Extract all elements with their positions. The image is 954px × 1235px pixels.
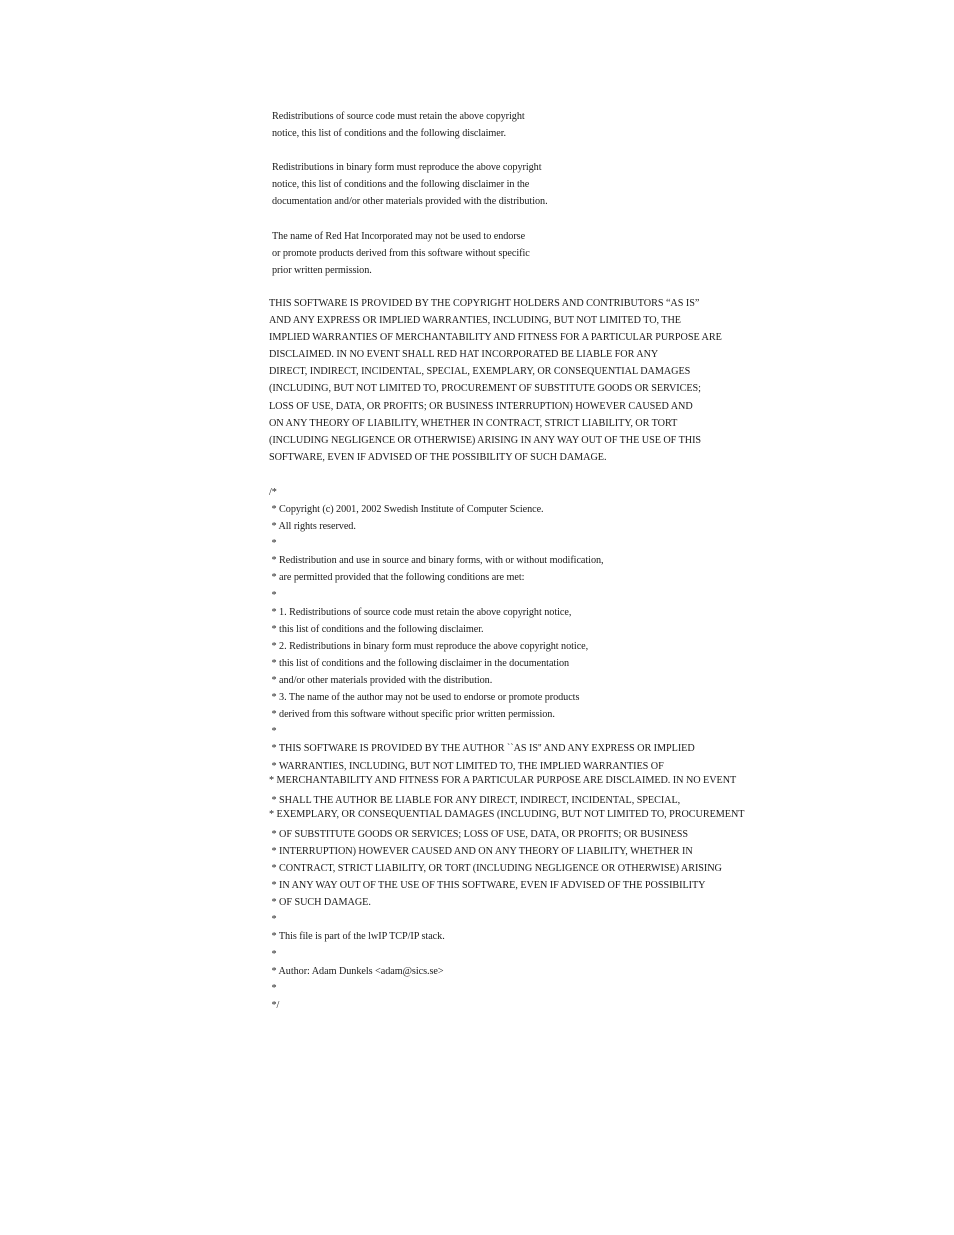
code-line: * are permitted provided that the following conditions are met: bbox=[269, 572, 525, 584]
text-line: DIRECT, INDIRECT, INCIDENTAL, SPECIAL, EXEMPLARY, OR CONSEQUENTIAL DAMAGES bbox=[269, 366, 691, 378]
code-line: * SHALL THE AUTHOR BE LIABLE FOR ANY DIRECT, INDIRECT, INCIDENTAL, SPECIAL, bbox=[269, 794, 681, 806]
code-line: * bbox=[269, 948, 277, 960]
code-line: * Redistribution and use in source and binary forms, with or without modification, bbox=[269, 555, 604, 567]
text-line: IMPLIED WARRANTIES OF MERCHANTABILITY AND FITNESS FOR A PARTICULAR PURPOSE ARE bbox=[269, 332, 722, 344]
code-line: * All rights reserved. bbox=[269, 521, 356, 533]
lwip-license-comment bbox=[269, 484, 769, 1014]
code-line: * 1. Redistributions of source code must retain the above copyright notice, bbox=[269, 606, 572, 618]
redhat-condition-binary bbox=[269, 159, 772, 210]
code-line: * Copyright (c) 2001, 2002 Swedish Institute of Computer Science. bbox=[269, 504, 544, 516]
text-line: The name of Red Hat Incorporated may not be used to endorse bbox=[272, 231, 526, 242]
text-line: (INCLUDING, BUT NOT LIMITED TO, PROCUREMENT OF SUBSTITUTE GOODS OR SERVICES; bbox=[269, 383, 701, 395]
text-line: notice, this list of conditions and the following disclaimer. bbox=[272, 128, 507, 140]
text-line: DISCLAIMED. IN NO EVENT SHALL RED HAT INCORPORATED BE LIABLE FOR ANY bbox=[269, 349, 659, 361]
text-line: AND ANY EXPRESS OR IMPLIED WARRANTIES, INCLUDING, BUT NOT LIMITED TO, THE bbox=[269, 315, 681, 327]
code-line: * bbox=[269, 914, 277, 926]
code-line: * derived from this software without specific prior written permission. bbox=[269, 709, 555, 721]
code-line: * OF SUBSTITUTE GOODS OR SERVICES; LOSS OF USE, DATA, OR PROFITS; OR BUSINESS bbox=[269, 828, 689, 840]
text-line: notice, this list of conditions and the following disclaimer in the bbox=[272, 179, 530, 191]
text-line: (INCLUDING NEGLIGENCE OR OTHERWISE) ARISING IN ANY WAY OUT OF THE USE OF THIS bbox=[269, 434, 702, 446]
code-line: * WARRANTIES, INCLUDING, BUT NOT LIMITED TO, THE IMPLIED WARRANTIES OF bbox=[269, 760, 664, 772]
code-line: * this list of conditions and the following disclaimer. bbox=[269, 623, 484, 635]
text-line: prior written permission. bbox=[272, 265, 372, 277]
code-line: * bbox=[269, 538, 277, 550]
code-line: * 2. Redistributions in binary form must reproduce the above copyright notice, bbox=[269, 640, 589, 652]
code-line: * bbox=[269, 982, 277, 994]
code-line: */ bbox=[269, 999, 280, 1011]
text-line: Redistributions of source code must retain the above copyright bbox=[272, 111, 525, 122]
code-line: * 3. The name of the author may not be used to endorse or promote products bbox=[269, 692, 580, 704]
code-line: * EXEMPLARY, OR CONSEQUENTIAL DAMAGES (INCLUDING, BUT NOT LIMITED TO, PROCUREMENT bbox=[269, 808, 745, 820]
code-line: * IN ANY WAY OUT OF THE USE OF THIS SOFTWARE, EVEN IF ADVISED OF THE POSSIBILITY bbox=[269, 880, 706, 892]
text-line: LOSS OF USE, DATA, OR PROFITS; OR BUSINESS INTERRUPTION) HOWEVER CAUSED AND bbox=[269, 400, 693, 412]
code-line: * bbox=[269, 589, 277, 601]
code-line: * Author: Adam Dunkels <adam@sics.se> bbox=[269, 965, 444, 977]
code-line: * this list of conditions and the following disclaimer in the documentation bbox=[269, 657, 570, 669]
redhat-condition-source bbox=[269, 108, 772, 142]
redhat-disclaimer bbox=[269, 295, 769, 466]
text-line: documentation and/or other materials provided with the distribution. bbox=[272, 196, 548, 208]
text-line: SOFTWARE, EVEN IF ADVISED OF THE POSSIBILITY OF SUCH DAMAGE. bbox=[269, 451, 607, 463]
text-line: ON ANY THEORY OF LIABILITY, WHETHER IN CONTRACT, STRICT LIABILITY, OR TORT bbox=[269, 417, 678, 429]
code-line: * INTERRUPTION) HOWEVER CAUSED AND ON ANY THEORY OF LIABILITY, WHETHER IN bbox=[269, 845, 693, 857]
redhat-condition-endorse bbox=[269, 228, 772, 279]
text-line: or promote products derived from this software without specific bbox=[272, 248, 530, 260]
code-line: * bbox=[269, 726, 277, 738]
code-line: * and/or other materials provided with the distribution. bbox=[269, 675, 493, 687]
code-line: * THIS SOFTWARE IS PROVIDED BY THE AUTHOR ``AS IS'' AND ANY EXPRESS OR IMPLIED bbox=[269, 743, 695, 755]
code-line: /* bbox=[269, 487, 277, 498]
code-line: * MERCHANTABILITY AND FITNESS FOR A PARTICULAR PURPOSE ARE DISCLAIMED. IN NO EVENT bbox=[269, 774, 737, 786]
code-line: * This file is part of the lwIP TCP/IP stack. bbox=[269, 931, 445, 943]
code-line: * CONTRACT, STRICT LIABILITY, OR TORT (INCLUDING NEGLIGENCE OR OTHERWISE) ARISING bbox=[269, 863, 722, 875]
text-line: Redistributions in binary form must reproduce the above copyright bbox=[272, 162, 542, 173]
code-line: * OF SUCH DAMAGE. bbox=[269, 897, 371, 909]
text-line: THIS SOFTWARE IS PROVIDED BY THE COPYRIGHT HOLDERS AND CONTRIBUTORS “AS IS” bbox=[269, 298, 700, 309]
